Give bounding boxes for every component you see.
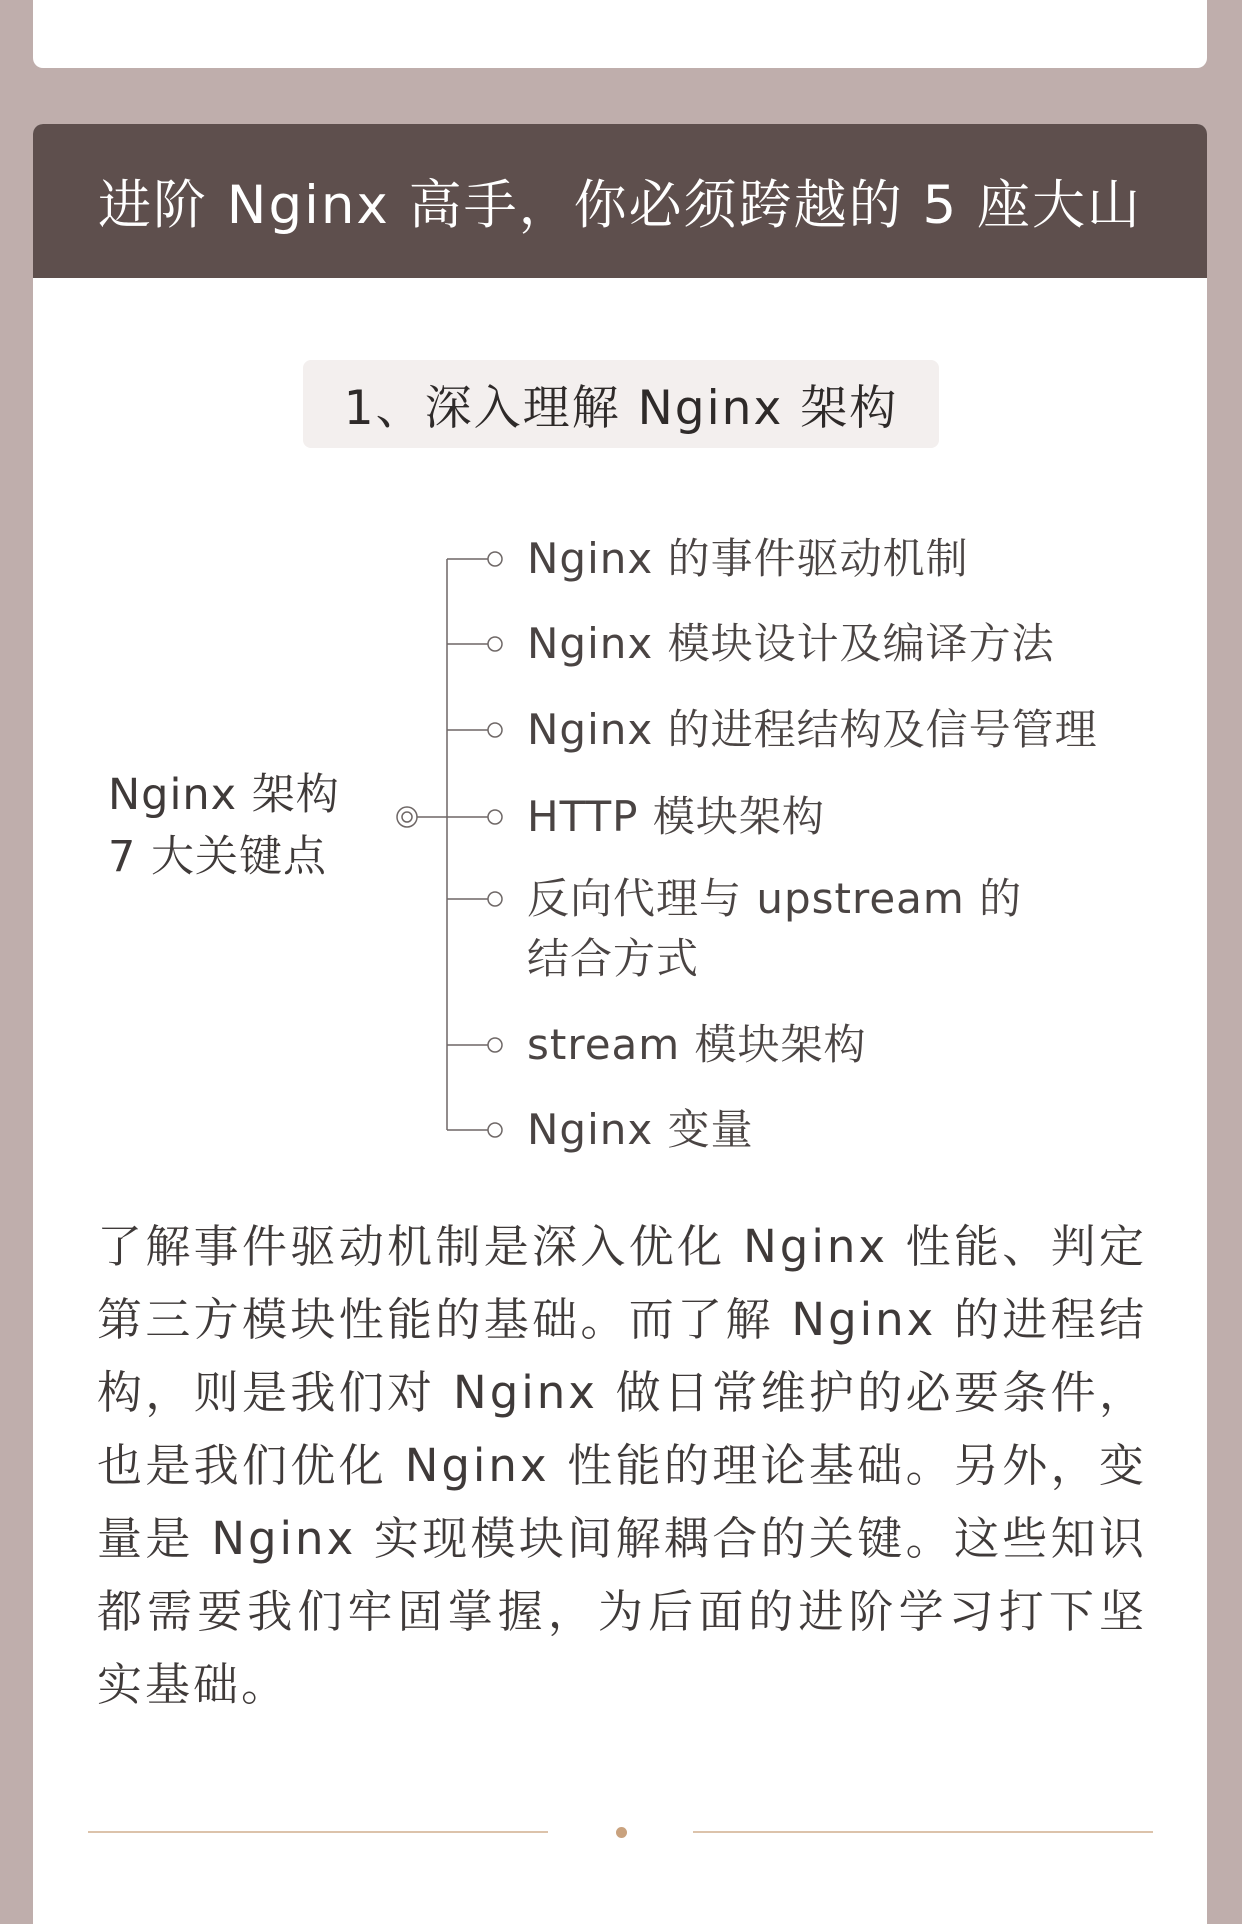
branch-node <box>488 552 502 566</box>
card-header <box>33 124 1207 278</box>
branch-node <box>488 637 502 651</box>
root-label-line: Nginx 架构 <box>108 770 340 820</box>
divider-line-right <box>693 1831 1153 1833</box>
branch-event-driven: Nginx 的事件驱动机制 <box>527 534 969 583</box>
branch-node <box>488 1038 502 1052</box>
branch-reverse-proxy-line2: 结合方式 <box>527 934 700 983</box>
branch-node <box>488 892 502 906</box>
branch-variables: Nginx 变量 <box>527 1105 754 1154</box>
root-node-inner <box>402 812 412 822</box>
content-card <box>33 124 1207 1924</box>
section-heading <box>303 360 939 448</box>
branch-reverse-proxy: 反向代理与 upstream 的 <box>527 874 1023 923</box>
body-paragraph: 了解事件驱动机制是深入优化 Nginx 性能、判定第三方模块性能的基础。而了解 Nginx 的进程结构，则是我们对 Nginx 做日常维护的必要条件，也是我们优化 Nginx 性能的理论基础。另外，变量是 Nginx 实现模块间解耦合的关键。这些知识都需要我们牢固掌握，为后面的进阶学习打下坚实基础。 <box>97 1220 1147 1711</box>
branch-process-structure: Nginx 的进程结构及信号管理 <box>527 705 1098 754</box>
branch-module-design: Nginx 模块设计及编译方法 <box>527 619 1055 668</box>
section-title: 1、深入理解 Nginx 架构 <box>343 380 899 436</box>
mindmap-root-label <box>108 764 388 888</box>
branch-node <box>488 810 502 824</box>
root-node-outer <box>397 807 417 827</box>
previous-card <box>33 0 1207 68</box>
branch-http-module: HTTP 模块架构 <box>527 792 825 841</box>
branch-stream-module: stream 模块架构 <box>527 1020 867 1069</box>
card-title: 进阶 Nginx 高手，你必须跨越的 5 座大山 <box>97 175 1143 236</box>
root-label-line: 7 大关键点 <box>108 832 328 882</box>
branch-node <box>488 1123 502 1137</box>
branch-node <box>488 723 502 737</box>
divider-line-left <box>88 1831 548 1833</box>
divider-dot <box>616 1827 627 1838</box>
